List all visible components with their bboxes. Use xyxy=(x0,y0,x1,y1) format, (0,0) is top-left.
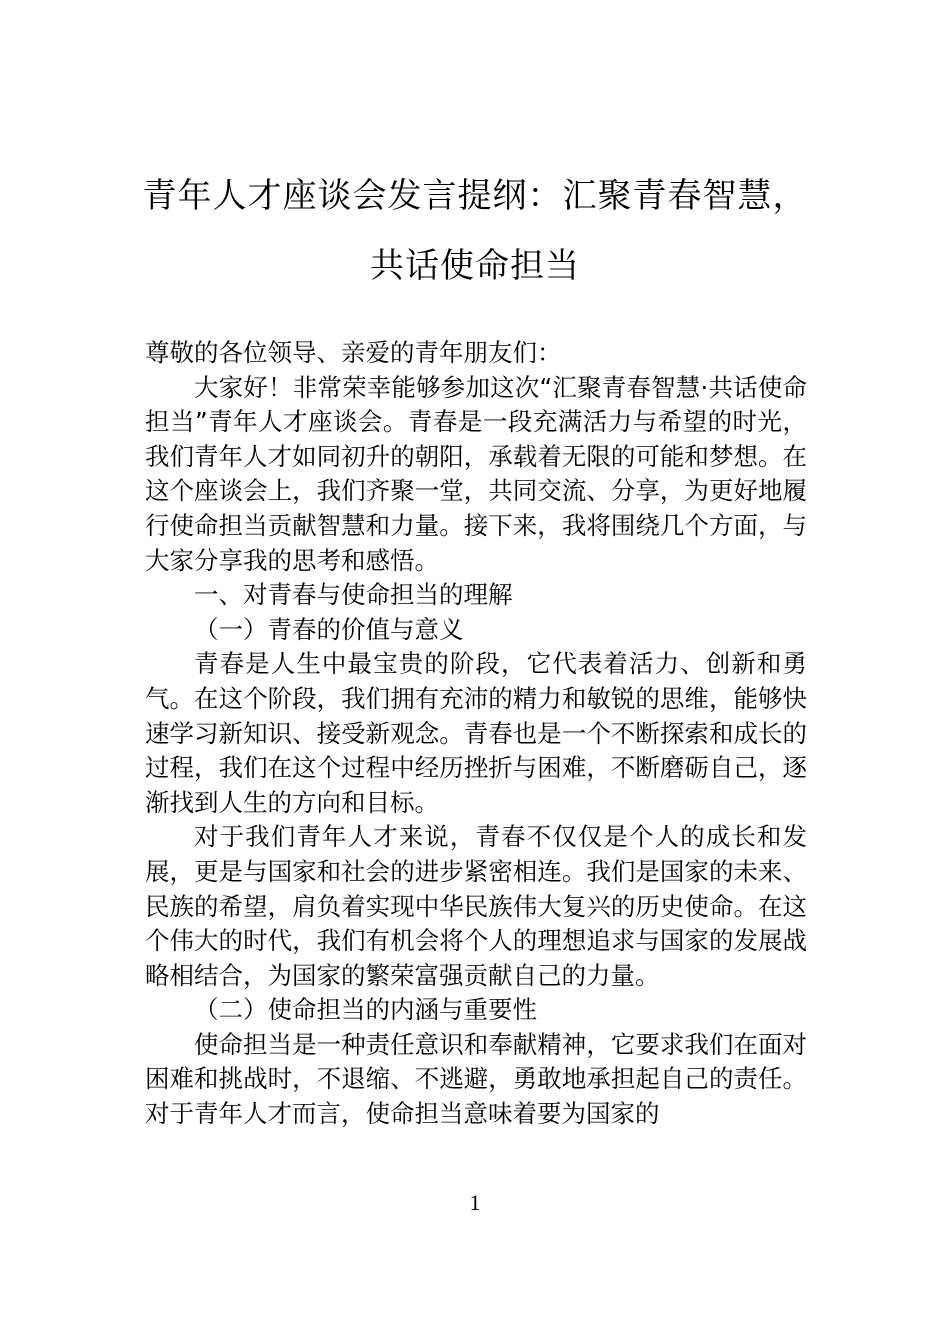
document-title-line-2: 共话使命担当 xyxy=(370,246,580,286)
paragraph-greeting: 大家好！非常荣幸能够参加这次“汇聚青春智慧·共话使命担当”青年人才座谈会。青春是一段充满活力与希望的时光，我们青年人才如同初升的朝阳，承载着无限的可能和梦想。在这个座谈会上，我们齐聚一堂，共同交流、分享，为更好地履行使命担当贡献智慧和力量。接下来，我将围绕几个方面，与大家分享我的思考和感悟。 xyxy=(145,372,807,575)
paragraph-youth-value: 青春是人生中最宝贵的阶段，它代表着活力、创新和勇气。在这个阶段，我们拥有充沛的精力和敏锐的思维，能够快速学习新知识、接受新观念。青春也是一个不断探索和成长的过程，我们在这个过程中经历挫折与困难，不断磨砺自己，逐渐找到人生的方向和目标。 xyxy=(145,649,807,817)
paragraph-mission: 使命担当是一种责任意识和奉献精神，它要求我们在面对困难和挑战时，不退缩、不逃避，勇敢地承担起自己的责任。对于青年人才而言，使命担当意味着要为国家的 xyxy=(145,1029,807,1129)
subsection-heading-1: （一）青春的价值与意义 xyxy=(194,614,464,644)
section-heading-1: 一、对青春与使命担当的理解 xyxy=(194,580,513,610)
paragraph-youth-talent: 对于我们青年人才来说，青春不仅仅是个人的成长和发展，更是与国家和社会的进步紧密相连。我们是国家的未来、民族的希望，肩负着实现中华民族伟大复兴的历史使命。在这个伟大的时代，我们有机会将个人的理想追求与国家的发展战略相结合，为国家的繁荣富强贡献自己的力量。 xyxy=(145,822,807,990)
salutation: 尊敬的各位领导、亲爱的青年朋友们： xyxy=(145,338,562,367)
document-body xyxy=(145,336,807,1132)
page-number: 1 xyxy=(469,1190,481,1215)
subsection-heading-2: （二）使命担当的内涵与重要性 xyxy=(194,995,537,1025)
document-title-line-1: 青年人才座谈会发言提纲：汇聚青春智慧， xyxy=(142,176,808,216)
